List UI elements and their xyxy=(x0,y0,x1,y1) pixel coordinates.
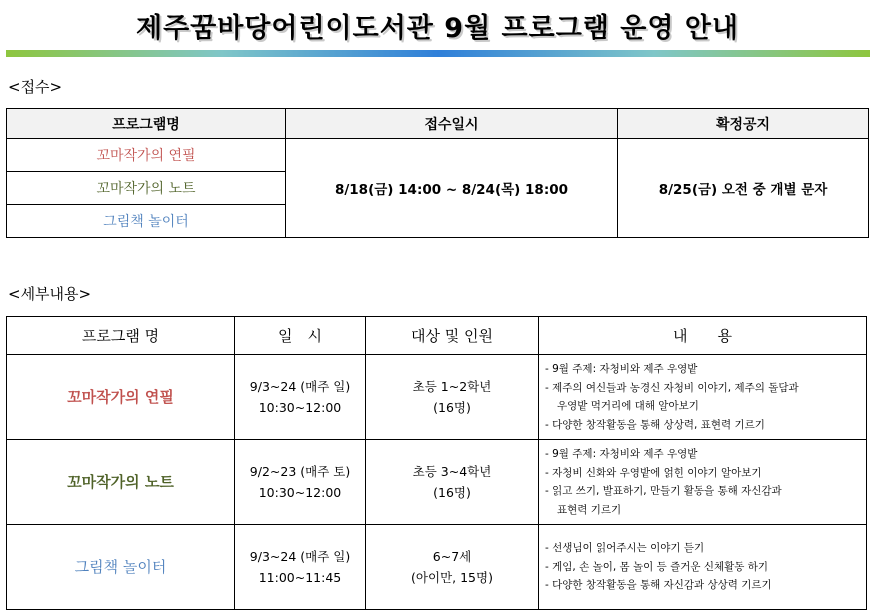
content-line: 표현력 기르기 xyxy=(557,503,622,516)
reception-table xyxy=(6,108,869,238)
header-program-name: 프로그램 명 xyxy=(7,317,235,355)
content-line: - 게임, 손 놀이, 몸 놀이 등 즐거운 신체활동 하기 xyxy=(545,560,769,573)
schedule-date: 9/3~24 (매주 일) xyxy=(249,379,351,394)
confirmation-notice: 8/25(금) 오전 중 개별 문자 xyxy=(618,139,869,238)
target-group: 6~7세 xyxy=(432,549,472,564)
header-reception-period: 접수일시 xyxy=(286,109,618,139)
details-header-row xyxy=(7,317,867,355)
program-name: 꼬마작가의 노트 xyxy=(7,440,235,525)
schedule-cell xyxy=(235,525,366,610)
content-line: - 제주의 여신들과 농경신 자청비 이야기, 제주의 돌담과 xyxy=(545,381,799,394)
program-name: 꼬마작가의 연필 xyxy=(7,139,286,172)
schedule-time: 11:00~11:45 xyxy=(258,570,342,585)
header-program-name: 프로그램명 xyxy=(7,109,286,139)
header-target: 대상 및 인원 xyxy=(366,317,539,355)
content-line: - 다양한 창작활동을 통해 상상력, 표현력 기르기 xyxy=(545,418,765,431)
header-schedule: 일 시 xyxy=(235,317,366,355)
schedule-cell xyxy=(235,355,366,440)
content-cell xyxy=(539,355,867,440)
content-line: - 9월 주제: 자청비와 제주 우영밭 xyxy=(545,448,698,460)
program-name: 그림책 놀이터 xyxy=(7,525,235,610)
header-content: 내 용 xyxy=(539,317,867,355)
target-group: 초등 1~2학년 xyxy=(412,379,492,394)
target-cell xyxy=(366,440,539,525)
table-row xyxy=(7,440,867,525)
table-row xyxy=(7,355,867,440)
content-cell xyxy=(539,440,867,525)
table-row xyxy=(7,525,867,610)
content-line: - 읽고 쓰기, 발표하기, 만들기 활동을 통해 자신감과 xyxy=(545,485,782,497)
target-cell xyxy=(366,525,539,610)
program-name: 꼬마작가의 노트 xyxy=(7,172,286,205)
reception-heading: <접수> xyxy=(8,78,63,96)
header-confirmation-notice: 확정공지 xyxy=(618,109,869,139)
content-line: - 다양한 창작활동을 통해 자신감과 상상력 기르기 xyxy=(545,579,772,592)
content-line: 우영밭 먹거리에 대해 알아보기 xyxy=(557,400,699,412)
content-line: - 선생님이 읽어주시는 이야기 듣기 xyxy=(545,542,705,555)
title-divider-bar xyxy=(6,50,870,57)
page-title: 제주꿈바당어린이도서관 9월 프로그램 운영 안내 xyxy=(135,13,740,44)
reception-header-row xyxy=(7,109,869,139)
program-name: 그림책 놀이터 xyxy=(7,205,286,238)
target-cell xyxy=(366,355,539,440)
schedule-date: 9/2~23 (매주 토) xyxy=(249,464,351,479)
details-table xyxy=(6,316,867,610)
program-name: 꼬마작가의 연필 xyxy=(7,355,235,440)
table-row xyxy=(7,139,869,172)
reception-period: 8/18(금) 14:00 ~ 8/24(목) 18:00 xyxy=(286,139,618,238)
content-line: - 9월 주제: 자청비와 제주 우영밭 xyxy=(545,363,698,375)
capacity: (아이만, 15명) xyxy=(411,570,493,585)
schedule-time: 10:30~12:00 xyxy=(258,485,342,500)
target-group: 초등 3~4학년 xyxy=(412,464,492,479)
schedule-time: 10:30~12:00 xyxy=(258,400,342,415)
schedule-cell xyxy=(235,440,366,525)
capacity: (16명) xyxy=(433,485,471,500)
schedule-date: 9/3~24 (매주 일) xyxy=(249,549,351,564)
content-cell xyxy=(539,525,867,610)
details-heading: <세부내용> xyxy=(8,285,92,303)
capacity: (16명) xyxy=(433,400,471,415)
content-line: - 자청비 신화와 우영밭에 얽힌 이야기 알아보기 xyxy=(545,466,762,479)
